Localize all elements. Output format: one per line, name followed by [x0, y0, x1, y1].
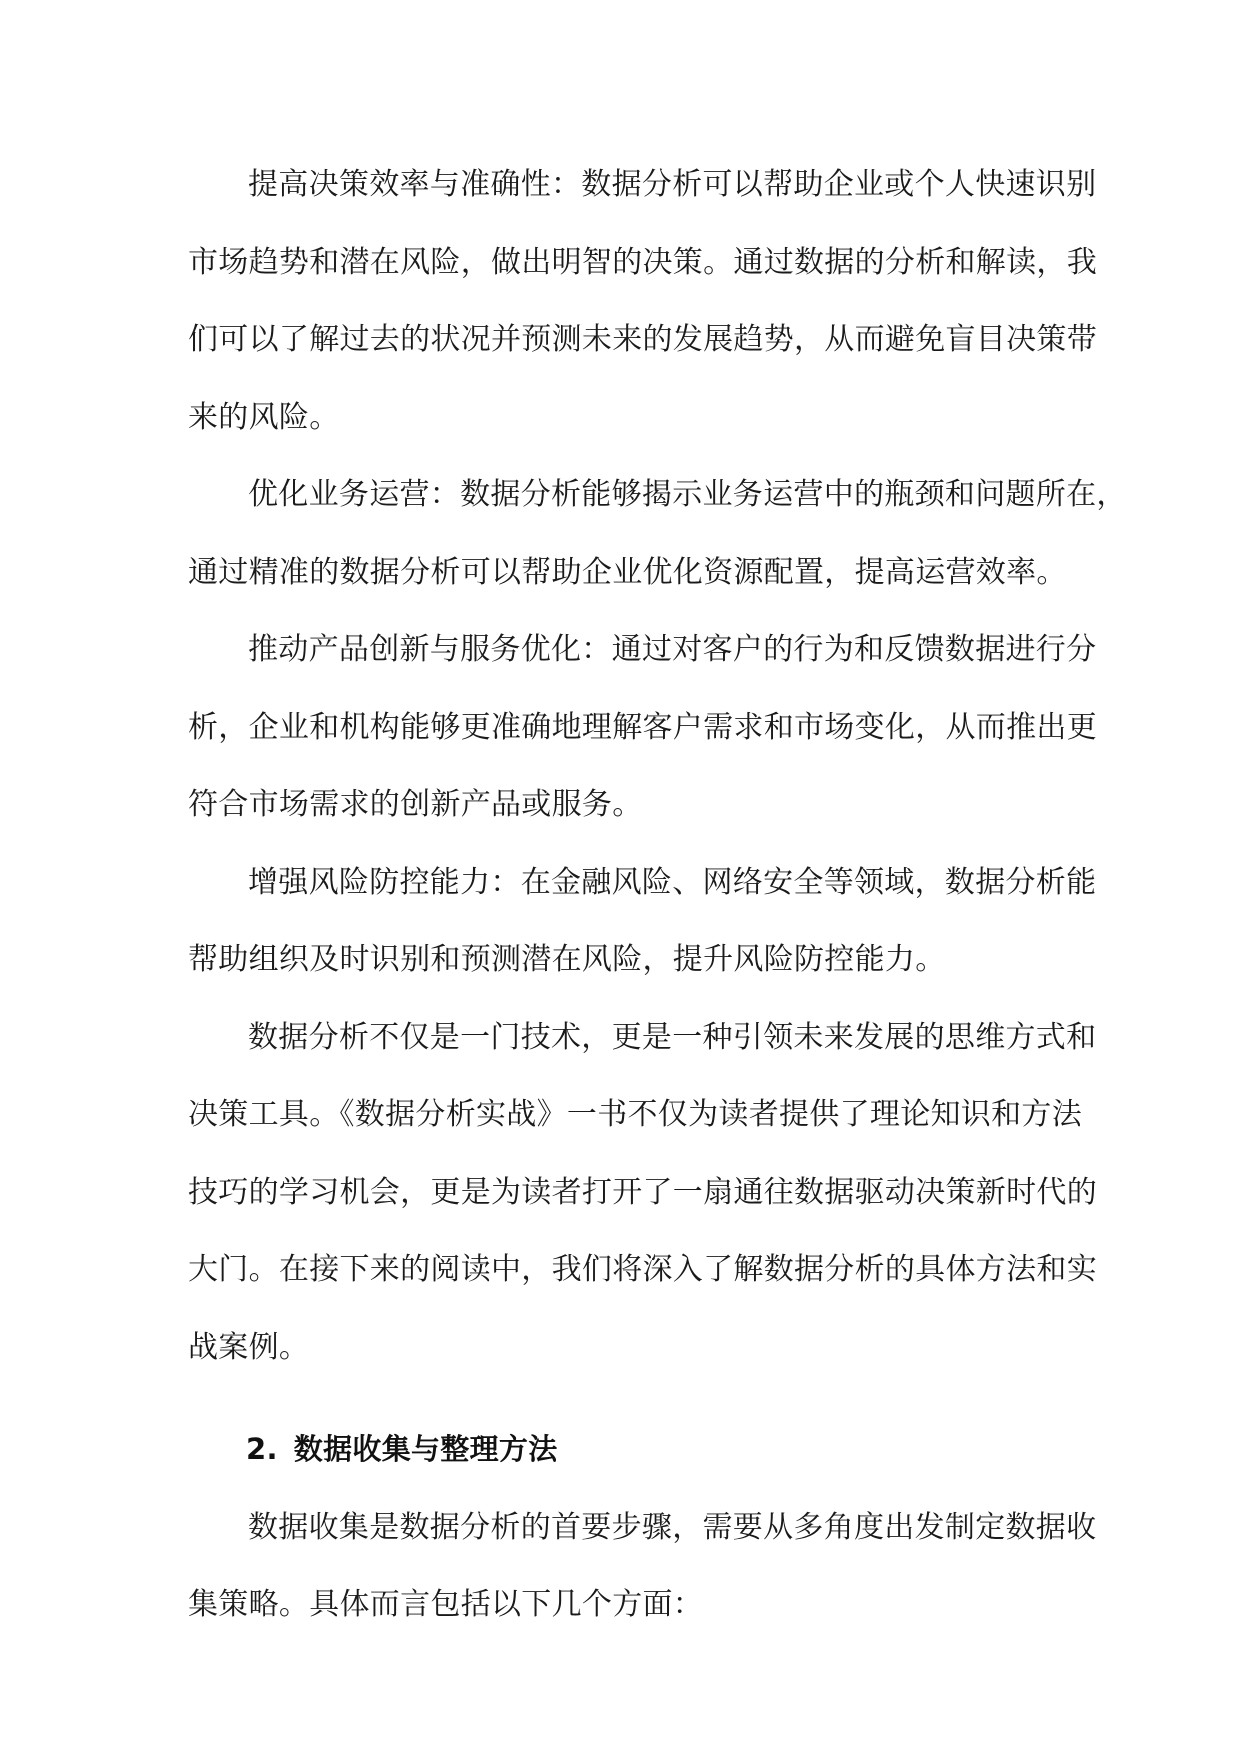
text-line: 析，企业和机构能够更准确地理解客户需求和市场变化，从而推出更 — [188, 709, 1097, 745]
text-line: 技巧的学习机会，更是为读者打开了一扇通往数据驱动决策新时代的 — [188, 1174, 1097, 1210]
document-body — [188, 146, 1127, 1644]
text-line: 决策工具。《数据分析实战》一书不仅为读者提供了理论知识和方法 — [188, 1097, 1082, 1132]
paragraph-risk-control — [188, 844, 1097, 999]
text-line: 战案例。 — [188, 1329, 310, 1365]
text-line: 提高决策效率与准确性：数据分析可以帮助企业或个人快速识别 — [248, 167, 1097, 202]
text-line: 通过精准的数据分析可以帮助企业优化资源配置，提高运营效率。 — [188, 554, 1067, 590]
paragraph-decision-efficiency — [188, 146, 1097, 456]
paragraph-product-innovation — [188, 611, 1097, 844]
text-line: 符合市场需求的创新产品或服务。 — [188, 787, 643, 822]
text-line: 数据分析不仅是一门技术，更是一种引领未来发展的思维方式和 — [248, 1019, 1097, 1055]
paragraph-business-operations — [188, 456, 1127, 611]
text-line: 优化业务运营：数据分析能够揭示业务运营中的瓶颈和问题所在， — [248, 477, 1127, 512]
text-line: 帮助组织及时识别和预测潜在风险，提升风险防控能力。 — [188, 942, 946, 977]
text-line: 市场趋势和潜在风险，做出明智的决策。通过数据的分析和解读，我 — [188, 244, 1097, 280]
text-line: 来的风险。 — [188, 399, 340, 435]
text-line: 推动产品创新与服务优化：通过对客户的行为和反馈数据进行分 — [248, 632, 1097, 667]
text-line: 集策略。具体而言包括以下几个方面： — [188, 1587, 704, 1622]
paragraph-data-collection — [188, 1489, 1097, 1644]
text-line: 增强风险防控能力：在金融风险、网络安全等领域，数据分析能 — [248, 864, 1097, 900]
section-number: 2. — [246, 1432, 278, 1466]
section-heading — [188, 1411, 1054, 1489]
section-title: 数据收集与整理方法 — [293, 1432, 558, 1466]
text-line: 们可以了解过去的状况并预测未来的发展趋势，从而避免盲目决策带 — [188, 322, 1097, 357]
text-line: 大门。在接下来的阅读中，我们将深入了解数据分析的具体方法和实 — [188, 1252, 1097, 1287]
paragraph-summary — [188, 999, 1097, 1387]
text-line: 数据收集是数据分析的首要步骤，需要从多角度出发制定数据收 — [248, 1509, 1097, 1545]
